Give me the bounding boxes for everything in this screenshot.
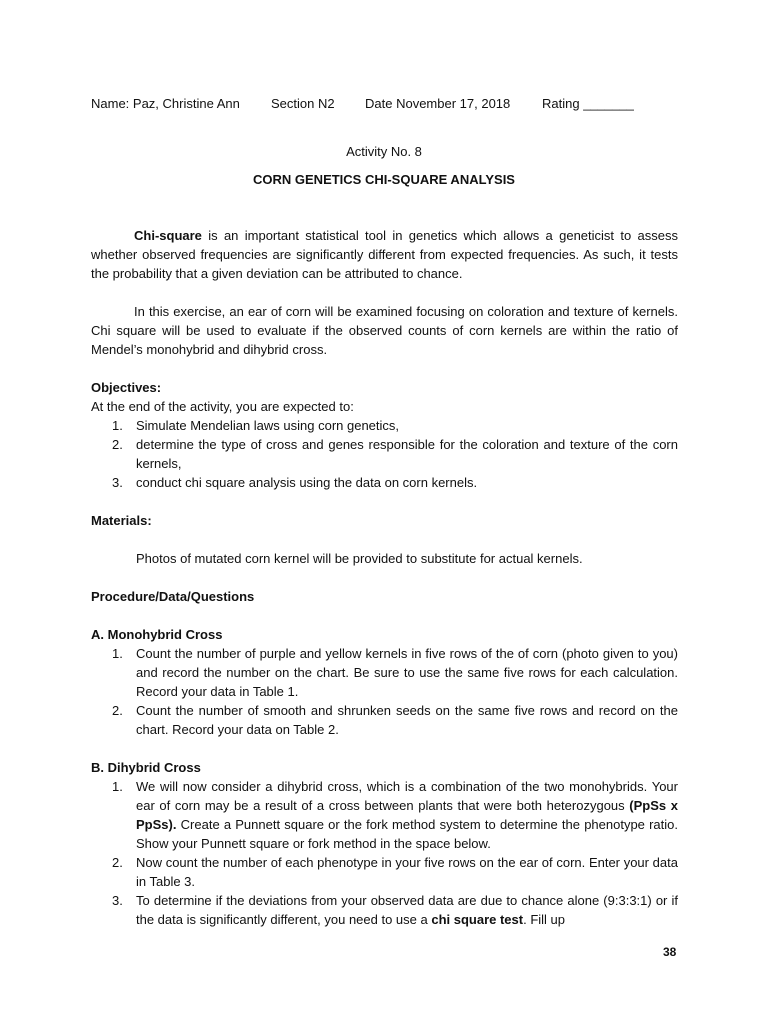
date-field: Date November 17, 2018 xyxy=(365,96,511,111)
list-item: 3. To determine if the deviations from your observed data are due to chance alone (9:3:3:1) or if the data is significantly different, you need to use a chi square test. Fill up xyxy=(112,893,678,927)
student-name: Name: Paz, Christine Ann xyxy=(91,96,240,111)
document-title: CORN GENETICS CHI-SQUARE ANALYSIS xyxy=(253,172,515,187)
document-body xyxy=(91,226,678,929)
activity-number: Activity No. 8 xyxy=(346,144,422,159)
objectives-list xyxy=(91,416,678,492)
list-item: 1. Simulate Mendelian laws using corn genetics, xyxy=(112,418,400,433)
list-item: 2. Now count the number of each phenotype in your five rows on the ear of corn. Enter your data in Table 3. xyxy=(112,855,678,889)
objectives-lead: At the end of the activity, you are expected to: xyxy=(91,399,354,414)
materials-text: Photos of mutated corn kernel will be provided to substitute for actual kernels. xyxy=(136,551,583,566)
page-number: 38 xyxy=(663,945,677,959)
intro-paragraph-2: In this exercise, an ear of corn will be examined focusing on coloration and texture of kernels. Chi square will be used to evaluate if the observed counts of corn kernels are within the ratio of Mendel’s monohybrid and dihybrid cross. xyxy=(91,304,678,357)
dihybrid-heading: B. Dihybrid Cross xyxy=(91,760,201,775)
list-item: 2. Count the number of smooth and shrunken seeds on the same five rows and record on the chart. Record your data on Table 2. xyxy=(112,703,678,737)
student-header xyxy=(91,94,691,113)
section-field: Section N2 xyxy=(271,96,335,111)
procedure-heading: Procedure/Data/Questions xyxy=(91,589,255,604)
list-item: 2. determine the type of cross and genes responsible for the coloration and texture of the corn kernels, xyxy=(112,437,678,471)
monohybrid-steps xyxy=(91,644,678,739)
dihybrid-steps xyxy=(91,777,678,929)
intro-paragraph-1: Chi-square is an important statistical tool in genetics which allows a geneticist to assess whether observed frequencies are significantly different from expected frequencies. As such, it tests the probability that a given deviation can be attributed to chance. xyxy=(91,228,678,281)
monohybrid-heading: A. Monohybrid Cross xyxy=(91,627,223,642)
list-item: 1. Count the number of purple and yellow kernels in five rows of the of corn (photo given to you) and record the number on the chart. Be sure to use the same five rows for each calculation. Record your data in Table 1. xyxy=(112,646,678,699)
objectives-heading: Objectives: xyxy=(91,380,162,395)
list-item: 1. We will now consider a dihybrid cross, which is a combination of the two monohybrids. Your ear of corn may be a result of a cross between plants that were both heterozygous (PpSs x PpSs). Create a Punnett square or the fork method system to determine the phenotype ratio. Show your Punnett square or fork method in the space below. xyxy=(112,779,679,851)
rating-field: Rating _______ xyxy=(542,96,634,111)
materials-heading: Materials: xyxy=(91,513,152,528)
chi-square-term: Chi-square xyxy=(134,228,202,243)
list-item: 3. conduct chi square analysis using the data on corn kernels. xyxy=(112,475,478,490)
